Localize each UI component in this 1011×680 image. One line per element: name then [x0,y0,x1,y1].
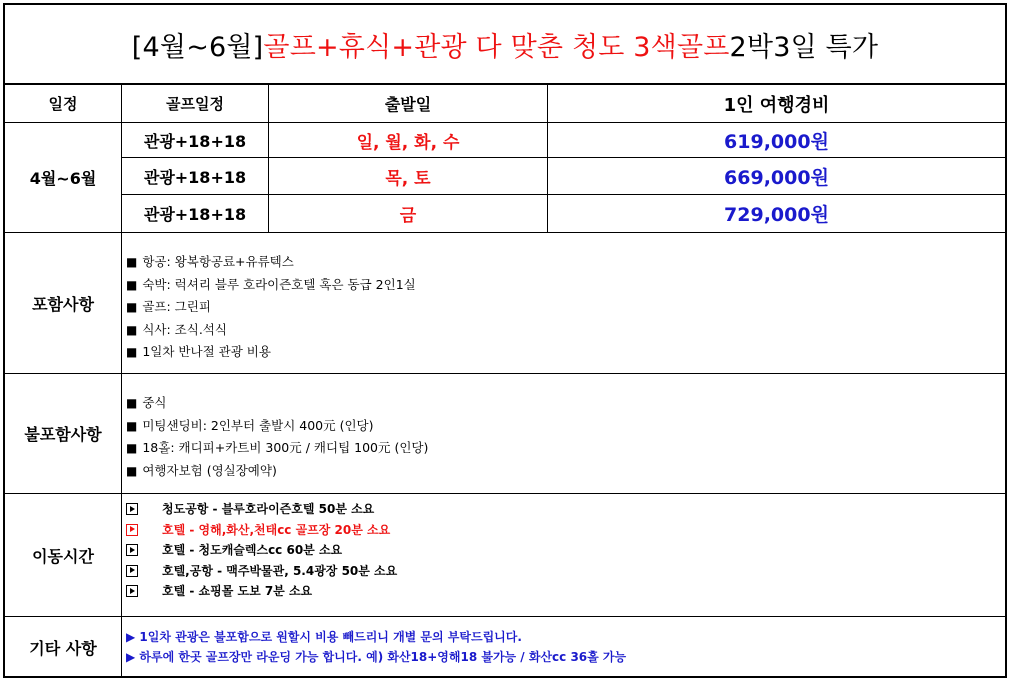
excluded-label: 불포함사항 [24,425,102,444]
list-item: 호텔 - 청도캐슬렉스cc 60분 소요 [126,540,397,561]
play-icon [126,524,138,536]
row-golf-schedule: 관광+18+18 [143,205,247,224]
transfer-list [126,499,397,602]
header-schedule: 일정 [5,85,121,123]
other-label: 기타 사항 [29,639,97,658]
header-price: 1인 여행경비 [548,85,1005,123]
play-icon [126,565,138,577]
note-item: ▶ 1일차 관광은 불포함으로 원할시 비용 빼드리니 개별 문의 부탁드립니다. [126,630,522,644]
list-item: 호텔,공항 - 맥주박물관, 5.4광장 50분 소요 [126,561,397,582]
title-suffix: 2박3일 특가 [729,31,879,63]
list-item: 호텔 - 영해,화산,천태cc 골프장 20분 소요 [126,520,397,541]
excluded-list [126,392,428,482]
transfer-label: 이동시간 [32,546,94,566]
included-list [126,251,416,364]
list-item: ■ 숙박: 럭셔리 블루 호라이즌호텔 혹은 동급 2인1실 [126,276,416,292]
included-label: 포함사항 [32,294,94,314]
play-icon [126,503,138,515]
row-golf-schedule: 관광+18+18 [143,167,247,187]
row-departure-days: 금 [399,206,417,226]
list-item: ■ 식사: 조식.석식 [126,321,227,337]
title-highlight: 골프+휴식+관광 다 맞춘 청도 3색골프 [263,31,730,63]
list-item: ■ 18홀: 캐디피+카트비 300元 / 캐디팁 100元 (인당) [126,440,429,455]
row-divider [5,373,1005,374]
list-item: ■ 골프: 그린피 [126,299,211,314]
list-item: ■ 여행자보험 (영실장예약) [126,462,277,478]
play-icon [126,585,138,597]
row-price: 729,000원 [724,204,829,226]
row-divider [5,493,1005,494]
note-item: ▶ 하루에 한곳 골프장만 라운딩 가능 합니다. 예) 화산18+영해18 불가능 / 화산cc 36홀 가능 [126,650,627,664]
period-cell: 4월~6월 [29,169,97,188]
list-item: ■ 항공: 왕복항공료+유류텍스 [126,254,294,269]
row-divider [5,232,1005,233]
header-departure: 출발일 [269,85,547,123]
page-title [5,5,1005,85]
list-item: ■ 1일차 반나절 관광 비용 [126,344,271,359]
header-golf-schedule: 골프일정 [122,85,268,123]
row-departure-days: 일, 월, 화, 수 [356,132,460,153]
row-price: 619,000원 [724,130,829,153]
list-item: ■ 중식 [126,395,167,410]
itinerary-sheet [3,3,1007,678]
row-divider [5,616,1005,617]
row-departure-days: 목, 토 [385,168,431,189]
list-item: 호텔 - 쇼핑몰 도보 7분 소요 [126,581,397,602]
title-period: [4월~6월] [131,31,264,63]
play-icon [126,544,138,556]
list-item: 청도공항 - 블루호라이즌호텔 50분 소요 [126,499,397,520]
list-item: ■ 미팅샌딩비: 2인부터 출발시 400元 (인당) [126,417,374,433]
row-price: 669,000원 [724,166,829,189]
other-notes [126,627,626,667]
row-golf-schedule: 관광+18+18 [143,131,247,151]
